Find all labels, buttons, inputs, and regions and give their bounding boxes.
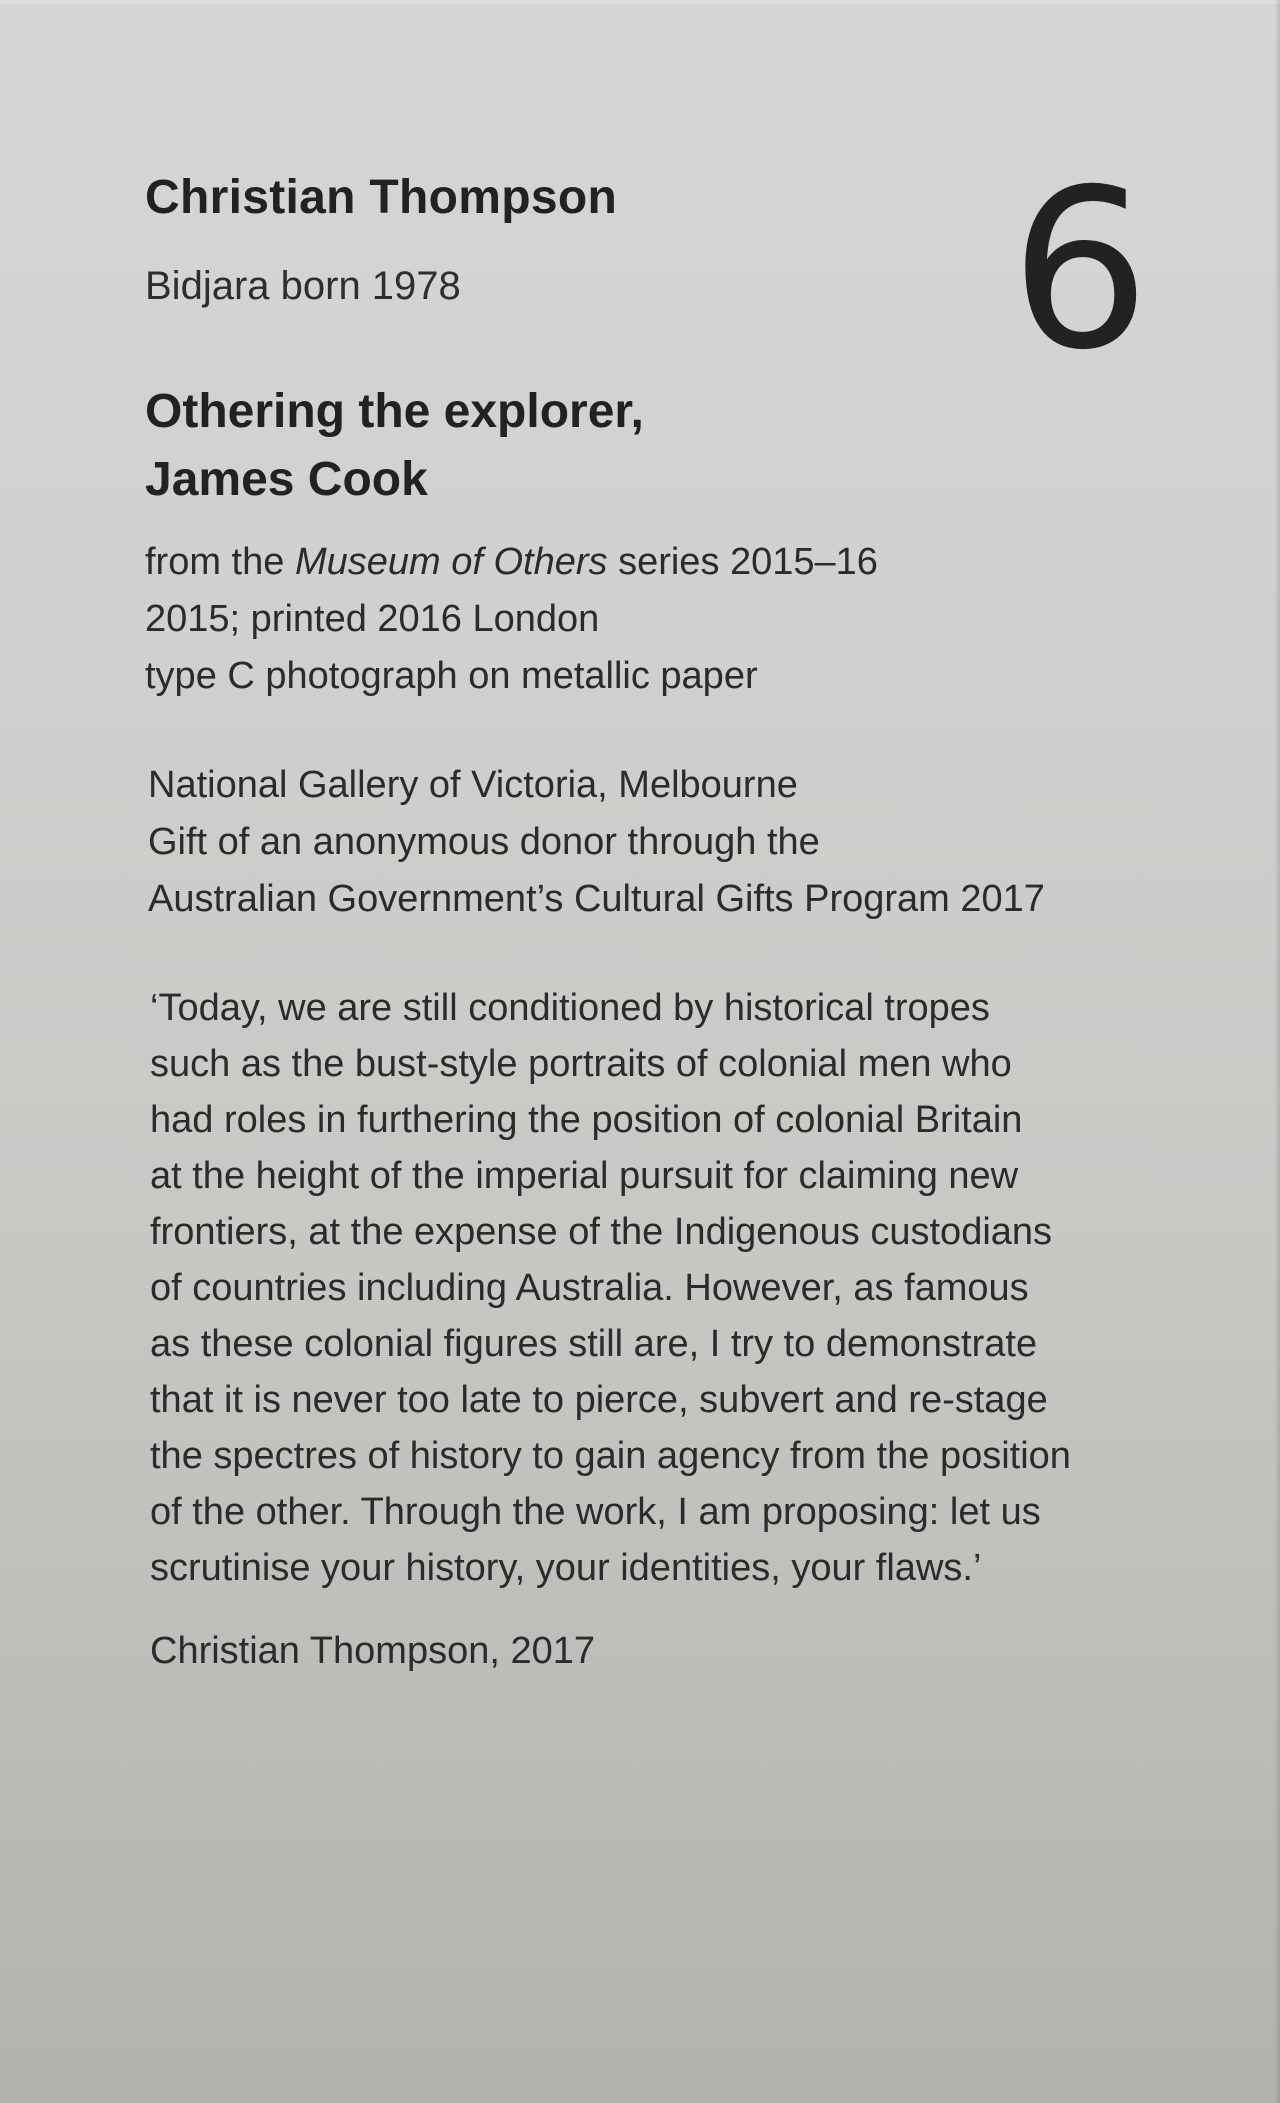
date-line: 2015; printed 2016 London: [145, 598, 600, 640]
quote-line: scrutinise your history, your identities, your flaws.’: [150, 1547, 982, 1589]
series-name: Museum of Others: [294, 541, 608, 583]
artist-name: Christian Thompson: [145, 171, 618, 224]
artist-quote: [150, 980, 1130, 1596]
quote-line: the spectres of history to gain agency from the position: [150, 1435, 1071, 1477]
quote-line: of countries including Australia. However, as famous: [150, 1267, 1029, 1309]
credit-line: [148, 757, 1045, 928]
quote-line: that it is never too late to pierce, subvert and re-stage: [150, 1379, 1048, 1421]
quote-line: such as the bust-style portraits of colonial men who: [150, 1043, 1012, 1085]
quote-line: of the other. Through the work, I am proposing: let us: [150, 1491, 1041, 1533]
quote-attribution: Christian Thompson, 2017: [150, 1630, 595, 1672]
artwork-details: [145, 534, 878, 705]
artwork-title: [145, 378, 644, 514]
quote-line: ‘Today, we are still conditioned by historical tropes: [150, 987, 990, 1029]
card-top-edge: [0, 0, 1280, 4]
card-right-edge: [1274, 0, 1280, 2103]
series-line: [145, 534, 878, 591]
artwork-title-line: Othering the explorer,: [145, 385, 644, 438]
artist-origin: Bidjara born 1978: [145, 264, 461, 308]
quote-line: as these colonial figures still are, I try to demonstrate: [150, 1323, 1038, 1365]
quote-line: at the height of the imperial pursuit for claiming new: [150, 1155, 1019, 1197]
label-number: 6: [1010, 142, 1150, 398]
credit-text: Gift of an anonymous donor through the: [148, 821, 820, 863]
credit-text: National Gallery of Victoria, Melbourne: [148, 764, 798, 806]
artwork-title-line: James Cook: [145, 453, 428, 506]
quote-line: had roles in furthering the position of colonial Britain: [150, 1099, 1023, 1141]
quote-line: frontiers, at the expense of the Indigenous custodians: [150, 1211, 1053, 1253]
series-suffix: series 2015–16: [607, 541, 878, 583]
series-prefix: from the: [145, 541, 295, 583]
credit-text: Australian Government’s Cultural Gifts Program 2017: [148, 878, 1045, 920]
medium-line: type C photograph on metallic paper: [145, 655, 758, 697]
